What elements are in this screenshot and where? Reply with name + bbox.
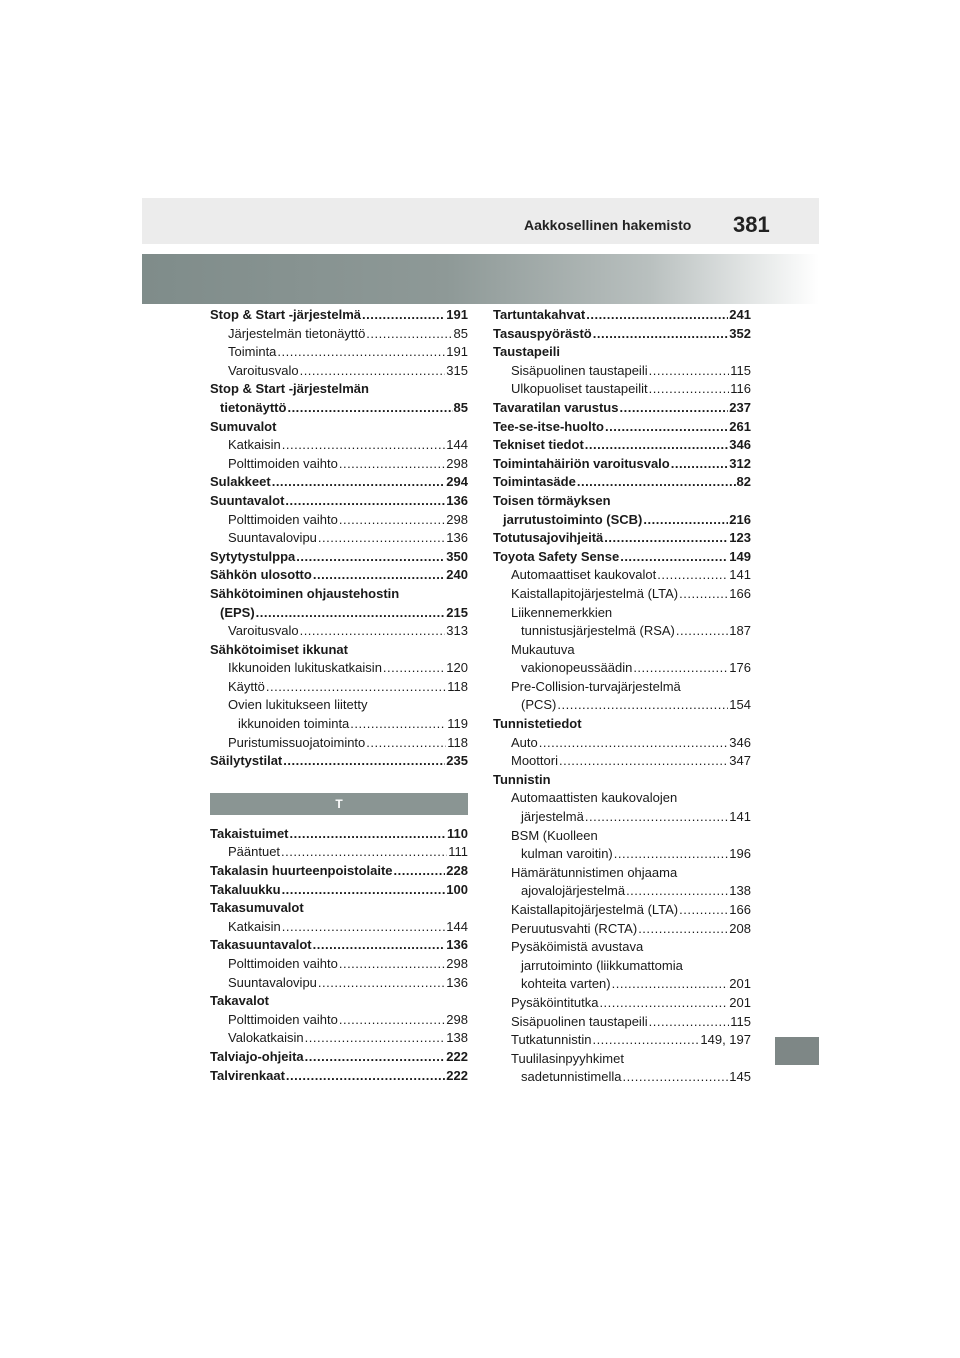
index-entry-page: 118	[447, 678, 468, 694]
index-entry-page: 111	[448, 844, 468, 860]
index-entry-label: Ikkunoiden lukituskatkaisin	[228, 660, 382, 676]
index-entry-label: Auto	[511, 734, 538, 750]
index-entry	[493, 882, 751, 901]
index-entry-page: 347	[729, 753, 751, 769]
index-entry	[493, 1031, 751, 1050]
index-entry-page: 201	[729, 994, 751, 1010]
index-entry-label: Talvirenkaat	[210, 1067, 285, 1083]
index-entry-page: 312	[729, 455, 751, 471]
index-entry-label: Tutkatunnistin	[511, 1032, 592, 1048]
index-entry	[493, 808, 751, 827]
index-entry-label: Ovien lukitukseen liitetty	[228, 697, 368, 713]
section-gap	[210, 771, 468, 793]
index-entry-label: Totutusajovihjeitä	[493, 530, 604, 546]
index-entry-label: kulman varoitin)	[521, 846, 613, 862]
index-entry-label: Takavalot	[210, 993, 270, 1009]
index-entry-label: vakionopeussäädin	[521, 660, 633, 676]
index-entry	[493, 678, 751, 697]
index-entry-label: Pääntuet	[228, 844, 281, 860]
index-entry	[210, 659, 468, 678]
index-entry-label: ajovalojärjestelmä	[521, 883, 626, 899]
index-entry-label: Stop & Start -järjestelmän	[210, 381, 369, 397]
dot-leader	[300, 622, 446, 641]
dot-leader	[614, 845, 729, 864]
index-entry	[210, 881, 468, 900]
dot-leader	[313, 566, 445, 585]
index-entry	[493, 696, 751, 715]
index-entry	[210, 734, 468, 753]
index-entry-label: Sumuvalot	[210, 418, 277, 434]
section-letter-bar	[210, 793, 468, 815]
index-entry-page: 235	[446, 753, 468, 769]
dot-leader	[339, 511, 445, 530]
index-entry	[210, 974, 468, 993]
index-entry-label: Kaistallapitojärjestelmä (LTA)	[511, 902, 679, 917]
dot-leader	[592, 1031, 699, 1050]
index-entry	[493, 399, 751, 418]
index-entry	[493, 548, 751, 567]
index-entry-label: Katkaisin	[228, 918, 281, 934]
index-entry-page: 222	[446, 1067, 468, 1083]
index-entry	[210, 622, 468, 641]
dot-leader	[282, 436, 446, 455]
index-entry-page: 187	[729, 623, 751, 639]
header-band	[142, 198, 819, 244]
index-entry-label: Tee-se-itse-huolto	[493, 418, 604, 434]
index-entry-label: Tavaratilan varustus	[493, 399, 619, 415]
index-entry-label: Moottori	[511, 753, 558, 769]
index-entry-page: 136	[446, 974, 468, 990]
index-entry-label: Valokatkaisin	[228, 1030, 304, 1046]
index-entry	[493, 771, 751, 790]
index-entry-page: 136	[446, 492, 468, 508]
index-entry-page: 110	[447, 825, 468, 841]
dot-leader	[287, 399, 452, 418]
dot-leader	[305, 1029, 446, 1048]
dot-leader	[366, 734, 446, 753]
index-entry	[493, 994, 751, 1013]
index-entry-label: Mukautuva	[511, 641, 575, 657]
index-entry-page: 154	[729, 697, 751, 713]
index-entry	[493, 975, 751, 994]
index-entry-label: Tunnistin	[493, 771, 551, 787]
index-entry-label: Käyttö	[228, 678, 265, 694]
index-entry	[210, 936, 468, 955]
index-entry-page: 85	[453, 399, 468, 415]
index-entry-page: 216	[729, 511, 751, 527]
index-entry	[210, 696, 468, 715]
dot-leader	[612, 975, 729, 994]
index-entry-label: Puristumissuojatoiminto	[228, 734, 366, 750]
dot-leader	[339, 955, 445, 974]
dot-leader	[577, 473, 736, 492]
index-entry-label: Tekniset tiedot	[493, 437, 584, 453]
index-entry-label: Varoitusvalo	[228, 362, 299, 378]
index-entry-page: 116	[730, 381, 751, 397]
index-entry-label: Takasuuntavalot	[210, 937, 312, 953]
index-entry-page: 352	[729, 325, 751, 341]
dot-leader	[281, 843, 447, 862]
index-entry-page: 298	[446, 455, 468, 471]
index-entry	[210, 548, 468, 567]
dot-leader	[318, 529, 445, 548]
index-list-t-continued	[493, 306, 751, 1087]
dot-leader	[599, 994, 728, 1013]
dot-leader	[300, 362, 446, 381]
index-entry	[210, 955, 468, 974]
section-letter: T	[335, 796, 343, 811]
index-entry-page: 85	[453, 325, 468, 341]
index-entry	[210, 566, 468, 585]
index-entry	[210, 529, 468, 548]
index-entry-label: Taustapeili	[493, 344, 560, 360]
index-entry-label: Toimintasäde	[493, 474, 576, 490]
index-entry-page: 149, 197	[700, 1032, 751, 1048]
index-entry-page: 138	[729, 883, 751, 899]
header-title: Aakkosellinen hakemisto	[524, 217, 692, 233]
index-entry-label: tietonäyttö	[220, 399, 287, 415]
index-entry-label: Sulakkeet	[210, 474, 271, 490]
dot-leader	[305, 1048, 446, 1067]
index-entry-label: Pre-Collision-turvajärjestelmä	[511, 678, 681, 694]
index-entry	[210, 399, 468, 418]
index-entry-label: Katkaisin	[228, 437, 281, 453]
dot-leader	[283, 752, 445, 771]
dot-leader	[649, 380, 730, 399]
index-entry-label: Tuulilasinpyyhkimet	[511, 1050, 624, 1066]
index-entry	[210, 678, 468, 697]
dot-leader	[605, 418, 728, 437]
index-entry-label: Ulkopuoliset taustapeilit	[511, 381, 648, 397]
index-entry-page: 241	[729, 307, 751, 322]
index-entry-label: Liikennemerkkien	[511, 604, 613, 620]
index-entry-page: 313	[446, 623, 468, 639]
index-entry-label: Polttimoiden vaihto	[228, 511, 338, 527]
index-entry-label: Automaattisten kaukovalojen	[511, 790, 678, 806]
index-entry-page: 141	[729, 809, 751, 825]
index-list-s	[210, 306, 468, 771]
dot-leader	[339, 1011, 445, 1030]
index-entry	[210, 1067, 468, 1086]
index-entry-label: Suuntavalovipu	[228, 974, 317, 990]
index-entry-page: 118	[447, 734, 468, 750]
index-entry	[493, 325, 751, 344]
index-column-left	[210, 306, 468, 1085]
dot-leader	[286, 1067, 445, 1086]
index-entry-page: 201	[729, 976, 751, 992]
dot-leader	[585, 808, 728, 827]
index-entry-label: Polttimoiden vaihto	[228, 1011, 338, 1027]
dot-leader	[266, 678, 446, 697]
index-entry-label: Polttimoiden vaihto	[228, 956, 338, 971]
index-entry-page: 191	[446, 344, 468, 360]
dot-leader	[643, 511, 728, 530]
index-entry	[493, 864, 751, 883]
dot-leader	[620, 548, 728, 567]
index-entry	[210, 1048, 468, 1067]
decorative-gradient-bar	[142, 254, 819, 304]
dot-leader	[290, 825, 447, 844]
index-entry-page: 149	[729, 548, 751, 564]
index-entry-label: Suuntavalot	[210, 492, 285, 508]
index-entry-page: 294	[446, 474, 468, 490]
index-entry	[493, 436, 751, 455]
index-entry	[493, 715, 751, 734]
index-entry-label: Takaluukku	[210, 881, 281, 897]
index-entry	[210, 436, 468, 455]
index-entry-page: 240	[446, 567, 468, 583]
index-entry-page: 298	[446, 956, 468, 971]
dot-leader	[339, 455, 445, 474]
index-entry	[210, 473, 468, 492]
dot-leader	[362, 306, 445, 325]
index-entry-page: 346	[729, 734, 751, 750]
index-entry-label: järjestelmä	[521, 809, 584, 825]
dot-leader	[285, 492, 445, 511]
index-entry-label: ikkunoiden toiminta	[238, 716, 350, 732]
index-entry	[493, 362, 751, 381]
index-entry	[210, 511, 468, 530]
index-entry-page: 119	[447, 716, 468, 732]
index-entry-label: Stop & Start -järjestelmä	[210, 307, 361, 322]
index-entry	[210, 306, 468, 325]
index-entry	[493, 604, 751, 623]
dot-leader	[557, 696, 728, 715]
dot-leader	[586, 306, 728, 325]
index-entry-page: 261	[729, 418, 751, 434]
index-entry	[210, 715, 468, 734]
index-entry-label: Toimintahäiriön varoitusvalo	[493, 455, 670, 471]
dot-leader	[657, 566, 728, 585]
dot-leader	[366, 325, 452, 344]
index-entry-label: Tasauspyörästö	[493, 325, 592, 341]
index-entry-label: Talviajo-ohjeita	[210, 1048, 304, 1064]
index-entry-page: 215	[446, 604, 468, 620]
index-entry-page: 120	[446, 660, 468, 676]
index-entry-label: Hämärätunnistimen ohjaama	[511, 864, 678, 880]
index-entry	[210, 825, 468, 844]
dot-leader	[633, 659, 728, 678]
index-entry	[493, 920, 751, 939]
index-entry	[210, 1011, 468, 1030]
index-entry	[210, 641, 468, 660]
dot-leader	[277, 343, 445, 362]
index-entry-page: 100	[446, 881, 468, 897]
index-entry-label: Tunnistetiedot	[493, 716, 582, 732]
index-entry-page: 228	[446, 863, 468, 879]
index-entry	[210, 325, 468, 344]
index-entry	[493, 418, 751, 437]
index-entry-label: (PCS)	[521, 697, 557, 713]
dot-leader	[679, 585, 728, 604]
index-entry-label: Pysäköintitutka	[511, 994, 599, 1010]
page-number: 381	[733, 212, 770, 237]
index-entry-label: Takalasin huurteenpoistolaite	[210, 863, 393, 879]
index-entry-page: 141	[729, 567, 751, 583]
index-entry-page: 196	[729, 846, 751, 862]
index-entry-label: jarrutoiminto (liikkumattomia	[521, 957, 683, 973]
index-entry-page: 222	[446, 1048, 468, 1064]
index-entry-label: Sytytystulppa	[210, 548, 296, 564]
index-list-t	[210, 825, 468, 1085]
dot-leader	[638, 920, 728, 939]
index-entry	[493, 938, 751, 957]
index-entry	[493, 492, 751, 511]
index-entry	[210, 492, 468, 511]
index-entry-label: Suuntavalovipu	[228, 530, 317, 546]
index-entry-label: Sähkötoiminen ohjaustehostin	[210, 585, 400, 601]
index-entry-page: 115	[730, 1013, 751, 1029]
index-entry-label: Sisäpuolinen taustapeili	[511, 1013, 648, 1029]
dot-leader	[282, 918, 446, 937]
index-entry	[493, 1050, 751, 1069]
dot-leader	[619, 399, 728, 418]
dot-leader	[679, 901, 728, 920]
index-entry	[493, 1068, 751, 1087]
index-entry-label: jarrutustoiminto (SCB)	[503, 511, 643, 527]
index-entry-label: Automaattiset kaukovalot	[511, 567, 657, 583]
dot-leader	[272, 473, 446, 492]
dot-leader	[318, 974, 445, 993]
index-entry	[210, 380, 468, 399]
index-entry-label: Varoitusvalo	[228, 623, 299, 639]
dot-leader	[626, 882, 728, 901]
index-entry-page: 166	[729, 585, 751, 601]
index-entry-label: (EPS)	[220, 604, 255, 620]
index-entry-page: 115	[730, 362, 751, 378]
index-entry	[210, 899, 468, 918]
dot-leader	[394, 862, 446, 881]
index-entry	[493, 566, 751, 585]
index-entry	[210, 362, 468, 381]
index-entry-page: 123	[729, 530, 751, 546]
index-entry-page: 136	[446, 530, 468, 546]
index-entry-page: 346	[729, 437, 751, 453]
index-entry-page: 298	[446, 511, 468, 527]
index-entry	[493, 511, 751, 530]
index-entry-label: Takaistuimet	[210, 825, 289, 841]
index-entry	[493, 789, 751, 808]
index-entry-page: 144	[446, 918, 468, 934]
dot-leader	[313, 936, 446, 955]
index-entry-label: Säilytystilat	[210, 753, 283, 769]
index-entry	[493, 845, 751, 864]
index-entry-page: 350	[446, 548, 468, 564]
index-entry-label: Kaistallapitojärjestelmä (LTA)	[511, 585, 679, 601]
index-entry-page: 208	[729, 920, 751, 936]
index-entry-page: 315	[446, 362, 468, 378]
index-entry-label: Pysäköimistä avustava	[511, 939, 644, 955]
index-entry	[210, 843, 468, 862]
index-entry-label: Toisen törmäyksen	[493, 492, 611, 508]
index-entry-label: BSM (Kuolleen	[511, 827, 598, 843]
index-entry-page: 82	[736, 474, 751, 490]
index-entry	[493, 641, 751, 660]
dot-leader	[539, 734, 729, 753]
index-entry-label: Peruutusvahti (RCTA)	[511, 920, 638, 936]
index-entry	[210, 752, 468, 771]
index-entry	[493, 306, 751, 325]
index-entry-page: 298	[446, 1011, 468, 1027]
index-entry-label: Sähkön ulosotto	[210, 567, 312, 583]
index-entry	[493, 734, 751, 753]
index-entry	[493, 901, 751, 920]
index-entry-page: 166	[729, 902, 751, 917]
index-entry	[493, 622, 751, 641]
index-entry-page: 176	[729, 660, 751, 676]
index-entry	[210, 585, 468, 604]
dot-leader	[622, 1068, 728, 1087]
index-entry-label: sadetunnistimella	[521, 1069, 622, 1085]
dot-leader	[296, 548, 445, 567]
dot-leader	[256, 604, 446, 623]
index-entry-page: 144	[446, 437, 468, 453]
index-entry	[210, 1029, 468, 1048]
index-entry-label: Sisäpuolinen taustapeili	[511, 362, 648, 378]
index-entry-label: kohteita varten)	[521, 976, 611, 992]
section-thumb-tab	[775, 1037, 819, 1065]
dot-leader	[559, 752, 728, 771]
dot-leader	[649, 362, 730, 381]
index-entry	[493, 957, 751, 976]
index-entry	[493, 752, 751, 771]
index-entry-label: Sähkötoimiset ikkunat	[210, 641, 348, 657]
index-entry-page: 138	[446, 1030, 468, 1046]
index-entry-label: Toiminta	[228, 344, 277, 360]
dot-leader	[585, 436, 729, 455]
index-entry	[210, 418, 468, 437]
index-entry	[210, 918, 468, 937]
index-entry-label: Toyota Safety Sense	[493, 548, 620, 564]
dot-leader	[593, 325, 729, 344]
index-entry-page: 145	[729, 1069, 751, 1085]
index-entry-label: Polttimoiden vaihto	[228, 455, 338, 471]
index-column-right	[493, 306, 751, 1087]
index-entry	[210, 862, 468, 881]
dot-leader	[649, 1013, 730, 1032]
dot-leader	[671, 455, 729, 474]
index-entry	[493, 1013, 751, 1032]
dot-leader	[604, 529, 728, 548]
index-entry-page: 136	[446, 937, 468, 953]
dot-leader	[676, 622, 728, 641]
index-entry-label: Tartuntakahvat	[493, 307, 586, 322]
dot-leader	[282, 881, 446, 900]
index-entry	[210, 604, 468, 623]
index-entry	[210, 455, 468, 474]
index-entry	[210, 343, 468, 362]
index-entry-label: Järjestelmän tietonäyttö	[228, 325, 366, 341]
index-entry	[493, 343, 751, 362]
index-entry-page: 191	[446, 307, 468, 322]
dot-leader	[383, 659, 445, 678]
index-entry	[493, 585, 751, 604]
index-entry	[493, 380, 751, 399]
index-entry-label: Takasumuvalot	[210, 900, 304, 916]
dot-leader	[350, 715, 446, 734]
index-entry	[493, 473, 751, 492]
index-entry	[493, 529, 751, 548]
index-entry-label: tunnistusjärjestelmä (RSA)	[521, 623, 675, 639]
index-entry	[210, 992, 468, 1011]
index-entry	[493, 659, 751, 678]
index-entry-page: 237	[729, 399, 751, 415]
index-entry	[493, 827, 751, 846]
index-entry	[493, 455, 751, 474]
